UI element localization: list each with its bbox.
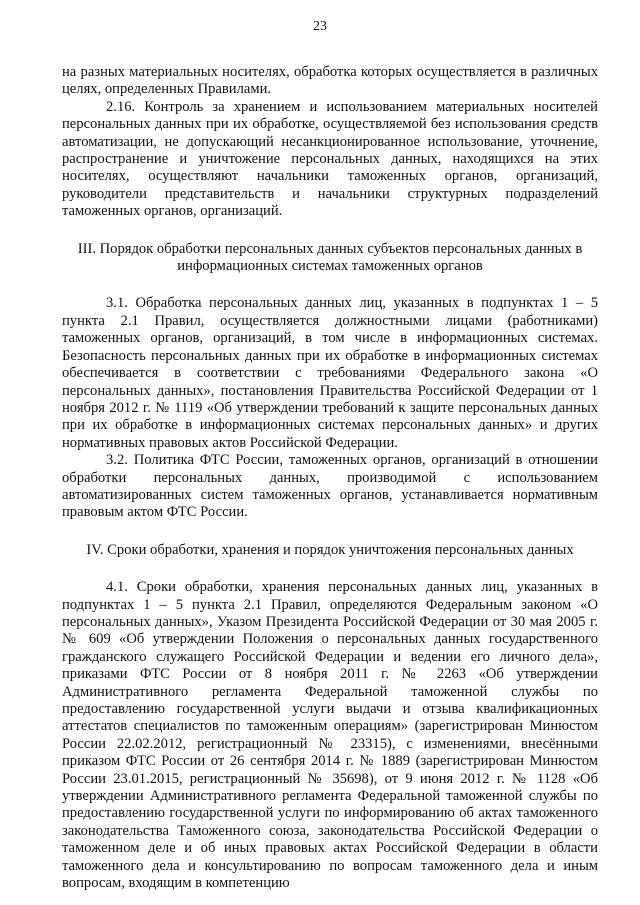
paragraph-3-2: 3.2. Политика ФТС России, таможенных органов, организаций в отношении обработки персональных данных, производимой с использованием автоматизированных систем таможенных органов, устанавливается нормативным правовым актом ФТС России. [62, 452, 598, 521]
paragraph-continued: на разных материальных носителях, обработка которых осуществляется в различных целях, определенных Правилами. [62, 64, 598, 98]
section-heading-3: III. Порядок обработки персональных данных субъектов персональных данных в информационных системах таможенных органов [77, 240, 583, 275]
paragraph-4-1: 4.1. Сроки обработки, хранения персональных данных лиц, указанных в подпунктах 1 – 5 пункта 2.1 Правил, определяются Федеральным законом «О персональных данных», Указом Президента Российской Федерации от 30 мая 2005 г. № 609 «Об утверждении Положения о персональных данных государственного гражданского служащего Российской Федерации и ведении его личного дела», приказами ФТС России от 8 ноября 2011 г. № 2263 «Об утверждении Административного регламента Федеральной таможенной службы по предоставлению государственной услуги выдачи и отзыва квалификационных аттестатов специалистов по таможенным операциям» (зарегистрирован Минюстом России 22.02.2012, регистрационный № 23315), с изменениями, внесёнными приказом ФТС России от 26 сентября 2014 г. № 1889 (зарегистрирован Минюстом России 23.01.2015, регистрационный № 35698), от 9 июня 2012 г. № 1128 «Об утверждении Административного регламента Федеральной таможенной службы по предоставлению государственной услуги по информированию об актах таможенного законодательства Таможенного союза, законодательства Российской Федерации о таможенном деле и об иных правовых актах Российской Федерации в области таможенного дела и консультированию по вопросам таможенного дела и иным вопросам, входящим в компетенцию [62, 579, 598, 892]
paragraph-3-1: 3.1. Обработка персональных данных лиц, указанных в подпунктах 1 – 5 пункта 2.1 Правил, осуществляется должностными лицами (работниками) таможенных органов, организаций, в том числе в информационных системах. Безопасность персональных данных при их обработке в информационных системах обеспечивается в соответствии с требованиями Федерального закона «О персональных данных», постановления Правительства Российской Федерации от 1 ноября 2012 г. № 1119 «Об утверждении требований к защите персональных данных при их обработке в информационных системах персональных данных» и других нормативных правовых актов Российской Федерации. [62, 295, 598, 451]
page-number: 23 [313, 19, 327, 34]
section-heading-4: IV. Сроки обработки, хранения и порядок уничтожения персональных данных [86, 541, 574, 558]
page-content [62, 64, 598, 892]
paragraph-2-16: 2.16. Контроль за хранением и использованием материальных носителей персональных данных при их обработке, осуществляемой без использования средств автоматизации, не допускающий несанкционированное использование, уточнение, распространение и уничтожение персональных данных, находящихся на этих носителях, осуществляют начальники таможенных органов, организаций, руководители представительств и начальники структурных подразделений таможенных органов, организаций. [62, 98, 598, 220]
